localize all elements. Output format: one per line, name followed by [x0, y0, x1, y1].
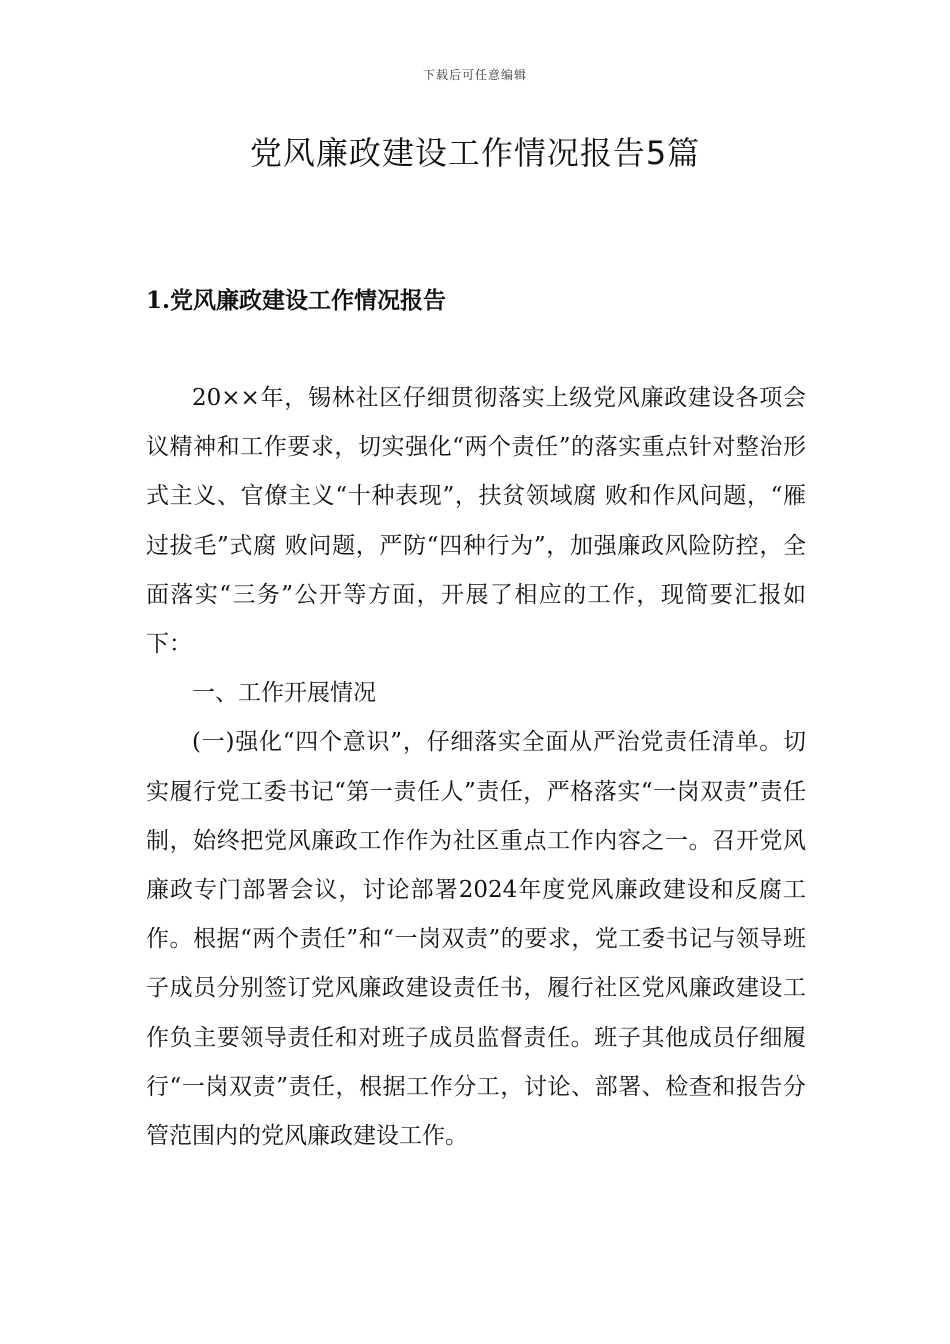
- body-paragraph-section-one: (一)强化“四个意识”，仔细落实全面从严治党责任清单。切实履行党工委书记“第一责任人”责任，严格落实“一岗双责”责任制，始终把党风廉政工作作为社区重点工作内容之一。召开党风廉政专门部署会议，讨论部署2024年度党风廉政建设和反腐工作。根据“两个责任”和“一岗双责”的要求，党工委书记与领导班子成员分别签订党风廉政建设责任书，履行社区党风廉政建设工作负主要领导责任和对班子成员监督责任。班子其他成员仔细履行“一岗双责”责任，根据工作分工，讨论、部署、检查和报告分管范围内的党风廉政建设工作。: [146, 729, 806, 1150]
- section-heading: 1.党风廉政建设工作情况报告: [146, 287, 447, 314]
- body-heading-work-status: 一、工作开展情况: [192, 680, 376, 707]
- body-paragraph-intro: 20××年，锡林社区仔细贯彻落实上级党风廉政建设各项会议精神和工作要求，切实强化“两个责任”的落实重点针对整治形式主义、官僚主义“十种表现”，扶贫领域腐 败和作风问题，“雁过拔毛”式腐 败问题，严防“四种行为”，加强廉政风险防控，全面落实“三务”公开等方面，开展了相应的工作，现简要汇报如下：: [146, 385, 806, 658]
- document-title: 党风廉政建设工作情况报告5篇: [249, 134, 701, 172]
- document-body: [146, 374, 806, 1161]
- header-note: 下载后可任意编辑: [422, 68, 527, 82]
